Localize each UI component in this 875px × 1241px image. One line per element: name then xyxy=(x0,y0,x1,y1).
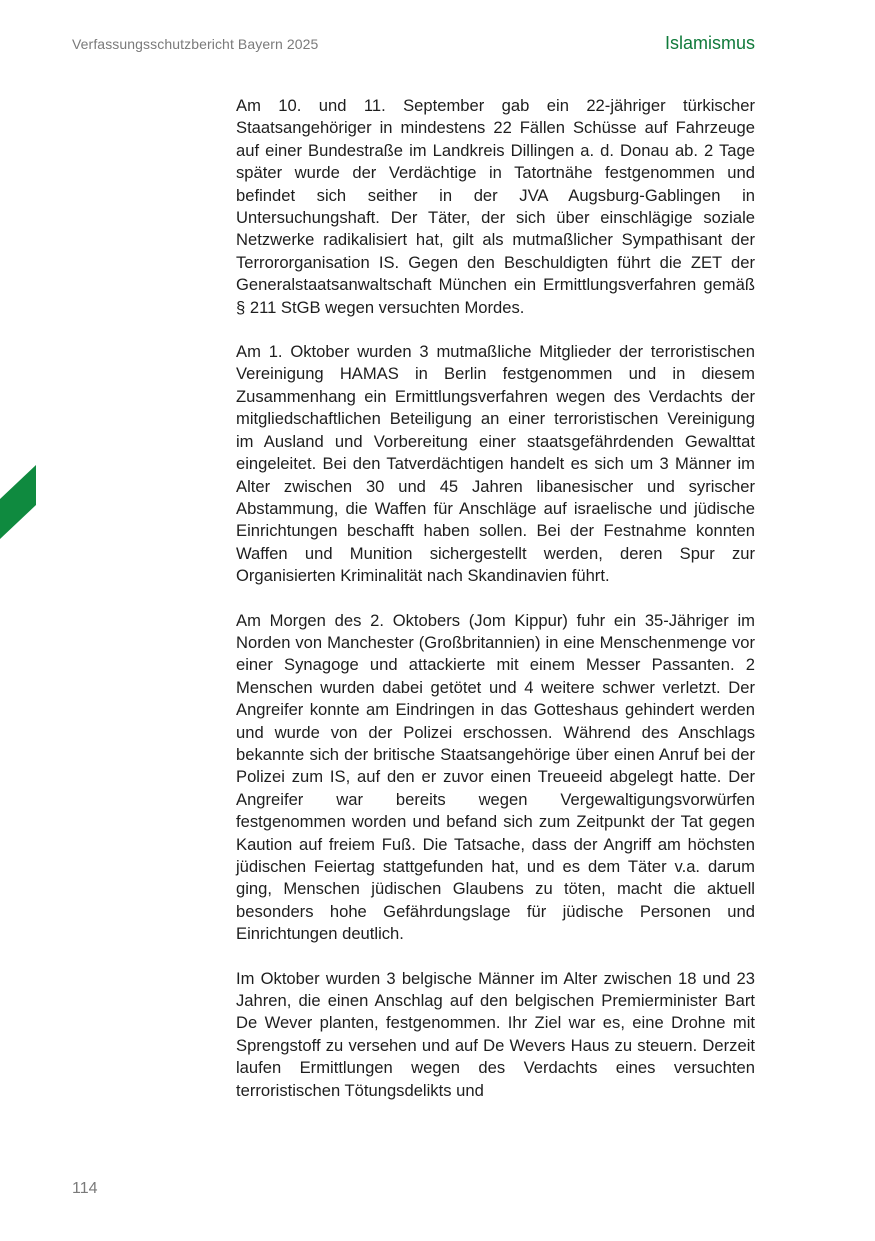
chapter-tab-shape xyxy=(0,465,36,539)
paragraph: Am 1. Oktober wurden 3 mutmaßliche Mitglieder der terroristischen Vereinigung HAMAS in Berlin festgenommen und in diesem Zusammenhang ein Ermittlungsverfahren wegen des Verdachts der mitgliedschaftlichen Beteiligung an einer terroristischen Vereinigung im Ausland und Vorbereitung einer staatsgefährdenden Gewalttat eingeleitet. Bei den Tatverdächtigen handelt es sich um 3 Männer im Alter zwischen 30 und 45 Jahren libanesischer und syrischer Abstammung, die Waffen für Anschläge auf israelische und jüdische Einrichtungen beschafft haben sollen. Bei der Festnahme konnten Waffen und Munition sichergestellt werden, deren Spur zur Organisierten Kriminalität nach Skandinavien führt. xyxy=(236,342,755,586)
chapter-tab-marker xyxy=(0,465,36,539)
body-text xyxy=(236,95,755,1124)
running-header-publication: Verfassungsschutzbericht Bayern 2025 xyxy=(72,36,319,52)
running-header-section: Islamismus xyxy=(664,33,755,53)
paragraph: Am Morgen des 2. Oktobers (Jom Kippur) fuhr ein 35-Jähriger im Norden von Manchester (Großbritannien) in eine Menschenmenge vor einer Synagoge und attackierte mit einem Messer Passanten. 2 Menschen wurden dabei getötet und 4 weitere schwer verletzt. Der Angreifer konnte am Eindringen in das Gotteshaus gehindert werden und wurde von der Polizei erschossen. Während des Anschlags bekannte sich der britische Staatsangehörige über einen Anruf bei der Polizei zum IS, auf den er zuvor einen Treueeid abgelegt hatte. Der Angreifer war bereits wegen Vergewaltigungsvorwürfen festgenommen worden und befand sich zum Zeitpunkt der Tat gegen Kaution auf freiem Fuß. Die Tatsache, dass der Angriff am höchsten jüdischen Feiertag stattgefunden hat, und es dem Täter v.a. darum ging, Menschen jüdischen Glaubens zu töten, macht die aktuell besonders hohe Gefährdungslage für jüdische Personen und Einrichtungen deutlich. xyxy=(236,610,755,944)
page-number: 114 xyxy=(72,1180,98,1197)
paragraph: Im Oktober wurden 3 belgische Männer im Alter zwischen 18 und 23 Jahren, die einen Anschlag auf den belgischen Premierminister Bart De Wever planten, festgenommen. Ihr Ziel war es, eine Drohne mit Sprengstoff zu versehen und auf De Wevers Haus zu steuern. Derzeit laufen Ermittlungen wegen des Verdachts eines versuchten terroristischen Tötungsdelikts und xyxy=(236,968,755,1100)
paragraph: Am 10. und 11. September gab ein 22-jähriger türkischer Staatsangehöriger in mindestens 22 Fällen Schüsse auf Fahrzeuge auf einer Bundestraße im Landkreis Dillingen a. d. Donau ab. 2 Tage später wurde der Verdächtige in Tatortnähe festgenommen und befindet sich seither in der JVA Augsburg-Gablingen in Untersuchungshaft. Der Täter, der sich über einschlägige soziale Netzwerke radikalisiert hat, gilt als mutmaßlicher Sympathisant der Terrororganisation IS. Gegen den Beschuldigten führt die ZET der Generalstaatsanwaltschaft München ein Ermittlungsverfahren gemäß § 211 StGB wegen versuchten Mordes. xyxy=(236,96,755,317)
